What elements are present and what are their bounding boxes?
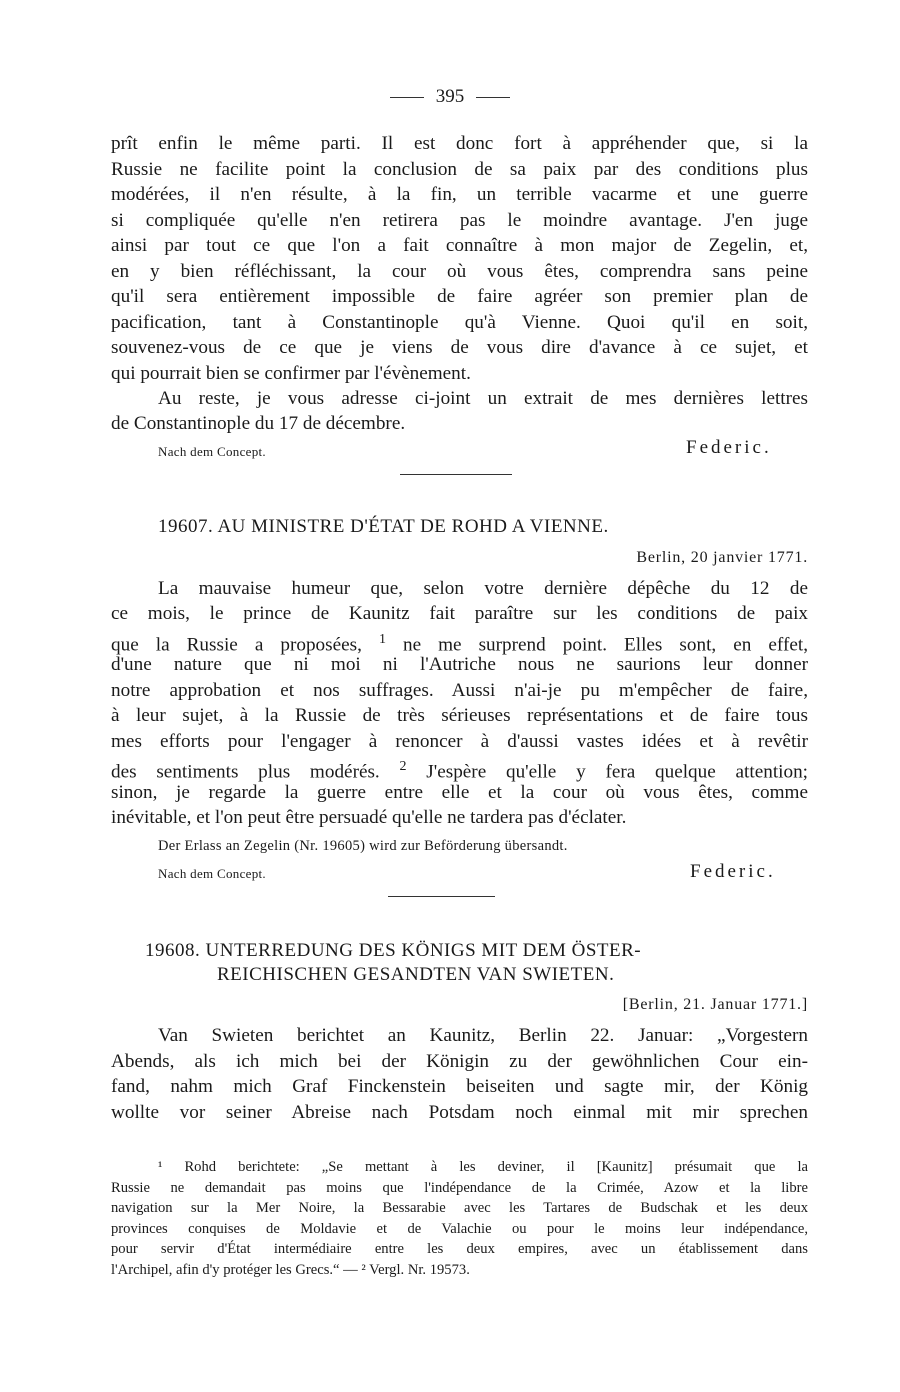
dateline: [Berlin, 21. Januar 1771.] [622,996,808,1013]
footnote-line: pour servir d'État intermédiaire entre les deux empires, avec un établissement dans [111,1241,808,1257]
text-line: Abends, als ich mich bei der Königin zu der gewöhnlichen Cour ein- [111,1051,808,1072]
page-number-dash-left [390,97,424,98]
text-line [111,754,808,783]
text-line [111,627,808,656]
text-segment: ne me surprend point. Elles sont, en effet, [385,634,808,656]
document-heading-continued: REICHISCHEN GESANDTEN VAN SWIETEN. [217,964,615,985]
text-line: de Constantinople du 17 de décembre. [111,413,406,434]
signature: Federic. [686,437,772,458]
footnote-line: l'Archipel, afin d'y protéger les Grecs.“ — ² Vergl. Nr. 19573. [111,1262,470,1278]
source-note: Nach dem Concept. [158,866,266,881]
dateline: Berlin, 20 janvier 1771. [636,549,808,566]
page-number-dash-right [476,97,510,98]
document-heading: 19608. UNTERREDUNG DES KÖNIGS MIT DEM ÖSTER- [145,940,642,961]
text-line: notre approbation et nos suffrages. Aussi n'ai-je pu m'empêcher de faire, [111,680,808,701]
text-line: Au reste, je vous adresse ci-joint un extrait de mes dernières lettres [158,388,808,409]
footnote-line: provinces conquises de Moldavie et de Valachie ou pour le moins leur indépendance, [111,1221,808,1237]
text-line: sinon, je regarde la guerre entre elle et la cour où vous êtes, comme [111,782,808,803]
text-line: Russie ne facilite point la conclusion de sa paix par des conditions plus [111,159,808,180]
text-line: La mauvaise humeur que, selon votre dernière dépêche du 12 de [158,578,808,599]
text-line: inévitable, et l'on peut être persuadé qu'elle ne tardera pas d'éclater. [111,807,627,828]
text-line: fand, nahm mich Graf Finckenstein beiseiten und sagte mir, der König [111,1076,808,1097]
signature: Federic. [690,861,776,882]
text-line: souvenez-vous de ce que je viens de vous dire d'avance à ce sujet, et [111,337,808,358]
text-line: Van Swieten berichtet an Kaunitz, Berlin 22. Januar: „Vorgestern [158,1025,808,1046]
text-line: ce mois, le prince de Kaunitz fait paraître sur les conditions de paix [111,603,808,624]
text-line: wollte vor seiner Abreise nach Potsdam noch einmal mit mir sprechen [111,1102,808,1123]
footnote-line: ¹ Rohd berichtete: „Se mettant à les deviner, il [Kaunitz] présumait que la [158,1159,808,1175]
text-line: pacification, tant à Constantinople qu'à Vienne. Quoi qu'il en soit, [111,312,808,333]
page-number [0,86,900,108]
text-segment: que la Russie a proposées, [111,634,379,656]
text-line: à leur sujet, à la Russie de très sérieuses représentations et de faire tous [111,705,808,726]
text-line: qui pourrait bien se confirmer par l'évènement. [111,363,471,384]
section-divider [388,896,495,897]
text-line: ainsi par tout ce que l'on a fait connaître à mon major de Zegelin, et, [111,235,808,256]
text-line: si compliquée qu'elle n'en retirera pas le moindre avantage. J'en juge [111,210,808,231]
page-number-text: 395 [435,86,465,107]
document-heading: 19607. AU MINISTRE D'ÉTAT DE ROHD A VIENNE. [158,516,609,537]
text-line: mes efforts pour l'engager à renoncer à d'aussi vastes idées et à revêtir [111,731,808,752]
footnote-line: navigation sur la Mer Noire, la Bessarabie avec les Tartares de Budschak et les deux [111,1200,808,1216]
source-note: Nach dem Concept. [158,444,266,459]
text-segment: des sentiments plus modérés. [111,761,400,783]
section-divider [400,474,512,475]
text-line: d'une nature que ni moi ni l'Autriche nous ne saurions leur donner [111,654,808,675]
footnote-line: Russie ne demandait pas moins que l'indépendance de la Crimée, Azow et la libre [111,1180,808,1196]
text-line: modérées, il n'en résulte, à la fin, un terrible vacarme et une guerre [111,184,808,205]
text-line: en y bien réfléchissant, la cour où vous êtes, comprendra sans peine [111,261,808,282]
text-segment: J'espère qu'elle y fera quelque attention; [406,761,808,783]
text-line: prît enfin le même parti. Il est donc fort à appréhender que, si la [111,133,808,154]
footnote-marker: 2 [399,759,407,774]
footnote-marker: 1 [378,632,386,647]
editor-note: Der Erlass an Zegelin (Nr. 19605) wird zur Beförderung übersandt. [158,838,568,854]
text-line: qu'il sera entièrement impossible de faire agréer son premier plan de [111,286,808,307]
